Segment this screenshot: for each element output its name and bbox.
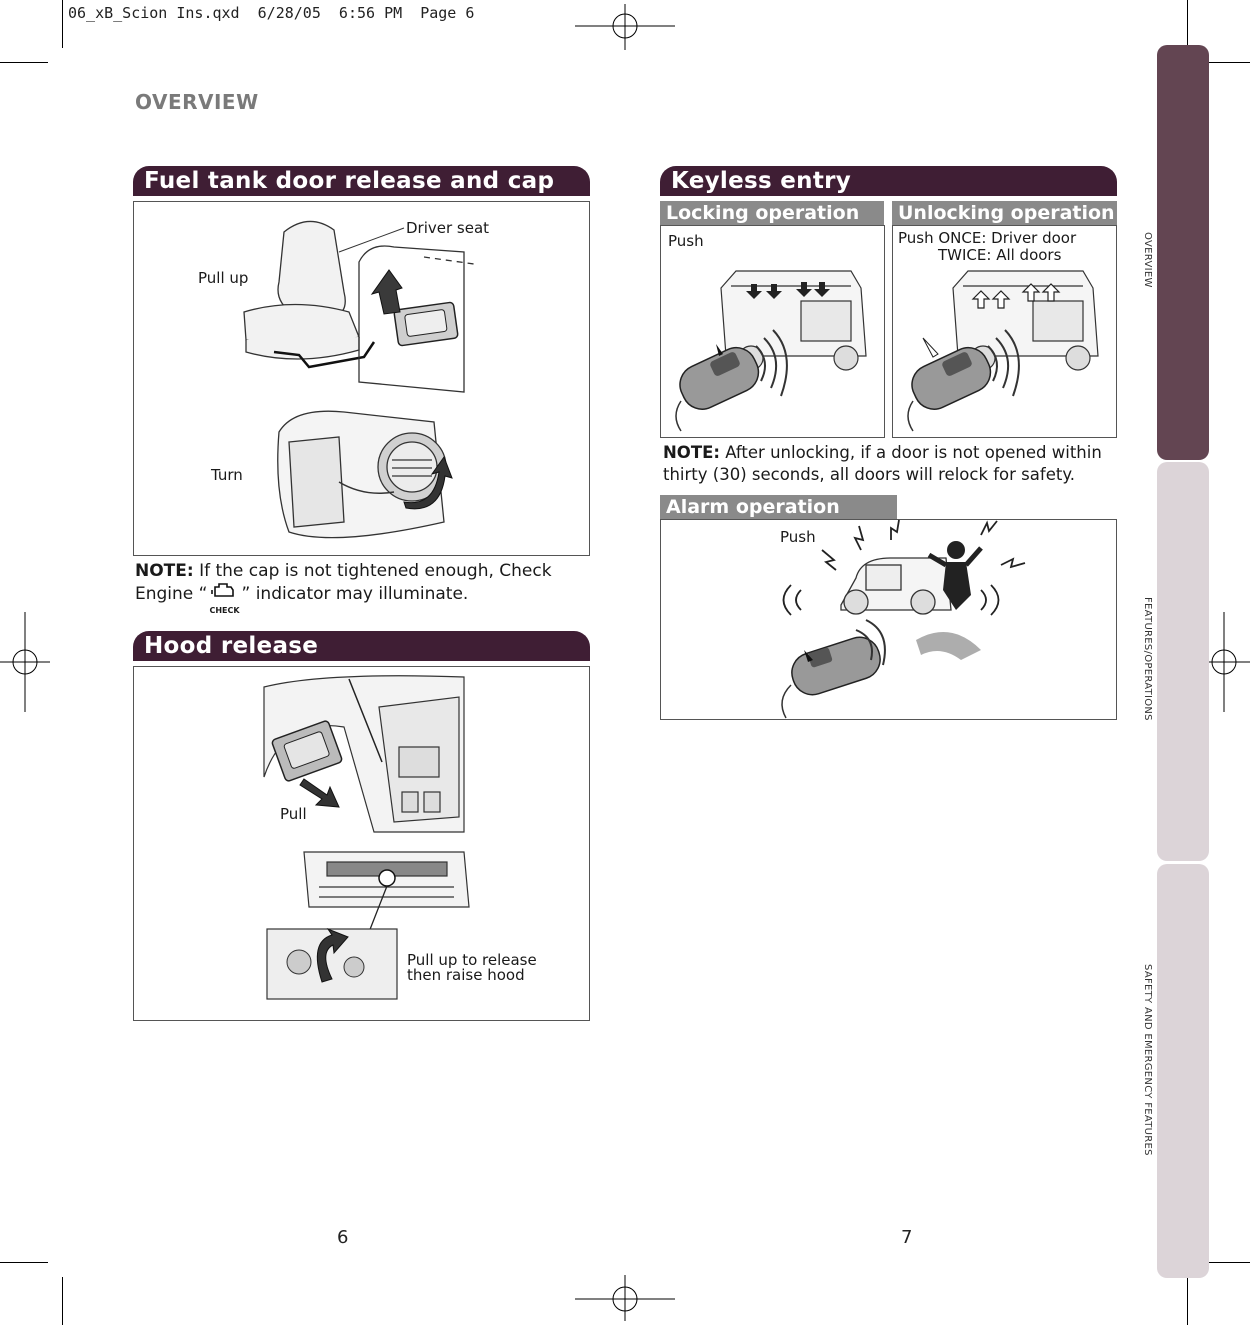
hood-release-line-2: then raise hood (407, 966, 525, 984)
fuel-note-prefix: NOTE: (135, 561, 194, 581)
hood-pull-label: Pull (280, 805, 307, 823)
side-tab-overview[interactable] (1157, 45, 1209, 460)
locking-car-remote-illustration (661, 226, 886, 439)
alarm-operation-header: Alarm operation (660, 495, 897, 519)
keyless-note-line-1: After unlocking, if a door is not opened within (725, 443, 1102, 462)
alarm-car-thief-illustration (661, 520, 1118, 721)
keyless-section-banner: Keyless entry (660, 166, 1117, 196)
alarm-illustration-box (660, 519, 1117, 720)
hood-section-banner: Hood release (133, 631, 590, 661)
fuel-note-line-2b: ” indicator may illuminate. (241, 584, 469, 604)
keyless-note-line-2: thirty (30) seconds, all doors will relock for safety. (663, 465, 1075, 484)
side-tab-overview-label: OVERVIEW (1142, 232, 1153, 288)
section-title: OVERVIEW (135, 90, 259, 114)
unlocking-push-label (898, 230, 1076, 264)
locking-illustration-box (660, 225, 885, 438)
fuel-note-line-1: If the cap is not tightened enough, Check (199, 561, 552, 581)
unlocking-push-line-2: TWICE: All doors (938, 246, 1062, 264)
side-tab-features-label: FEATURES/OPERATIONS (1142, 597, 1153, 721)
side-tab-safety[interactable] (1157, 864, 1209, 1278)
alarm-push-label: Push (780, 528, 816, 546)
unlocking-operation-header: Unlocking operation (892, 201, 1117, 225)
fuel-note (135, 560, 595, 615)
check-engine-icon (207, 583, 241, 615)
locking-operation-header: Locking operation (660, 201, 884, 225)
fuel-cap-illustration (134, 402, 591, 557)
fuel-note-line-2a: Engine “ (135, 584, 208, 604)
check-icon-label: CHECK (209, 606, 240, 615)
hood-release-label (407, 953, 537, 983)
fuel-illustration-box (133, 201, 590, 556)
keyless-note-prefix: NOTE: (663, 443, 720, 462)
page-number-right: 7 (901, 1227, 913, 1248)
unlocking-push-line-1: Push ONCE: Driver door (898, 229, 1077, 247)
side-tab-safety-label: SAFETY AND EMERGENCY FEATURES (1142, 964, 1153, 1156)
turn-label: Turn (211, 466, 243, 484)
page-number-left: 6 (337, 1227, 349, 1248)
driver-seat-label: Driver seat (406, 219, 490, 237)
side-tab-features[interactable] (1157, 462, 1209, 861)
fuel-section-banner: Fuel tank door release and cap (133, 166, 590, 196)
hood-release-line-1: Pull up to release (407, 951, 537, 969)
keyless-note (663, 442, 1123, 486)
locking-push-label: Push (668, 232, 704, 250)
pull-up-label: Pull up (198, 269, 249, 287)
print-slug-line: 06_xB_Scion Ins.qxd 6/28/05 6:56 PM Page 6 (68, 4, 475, 22)
